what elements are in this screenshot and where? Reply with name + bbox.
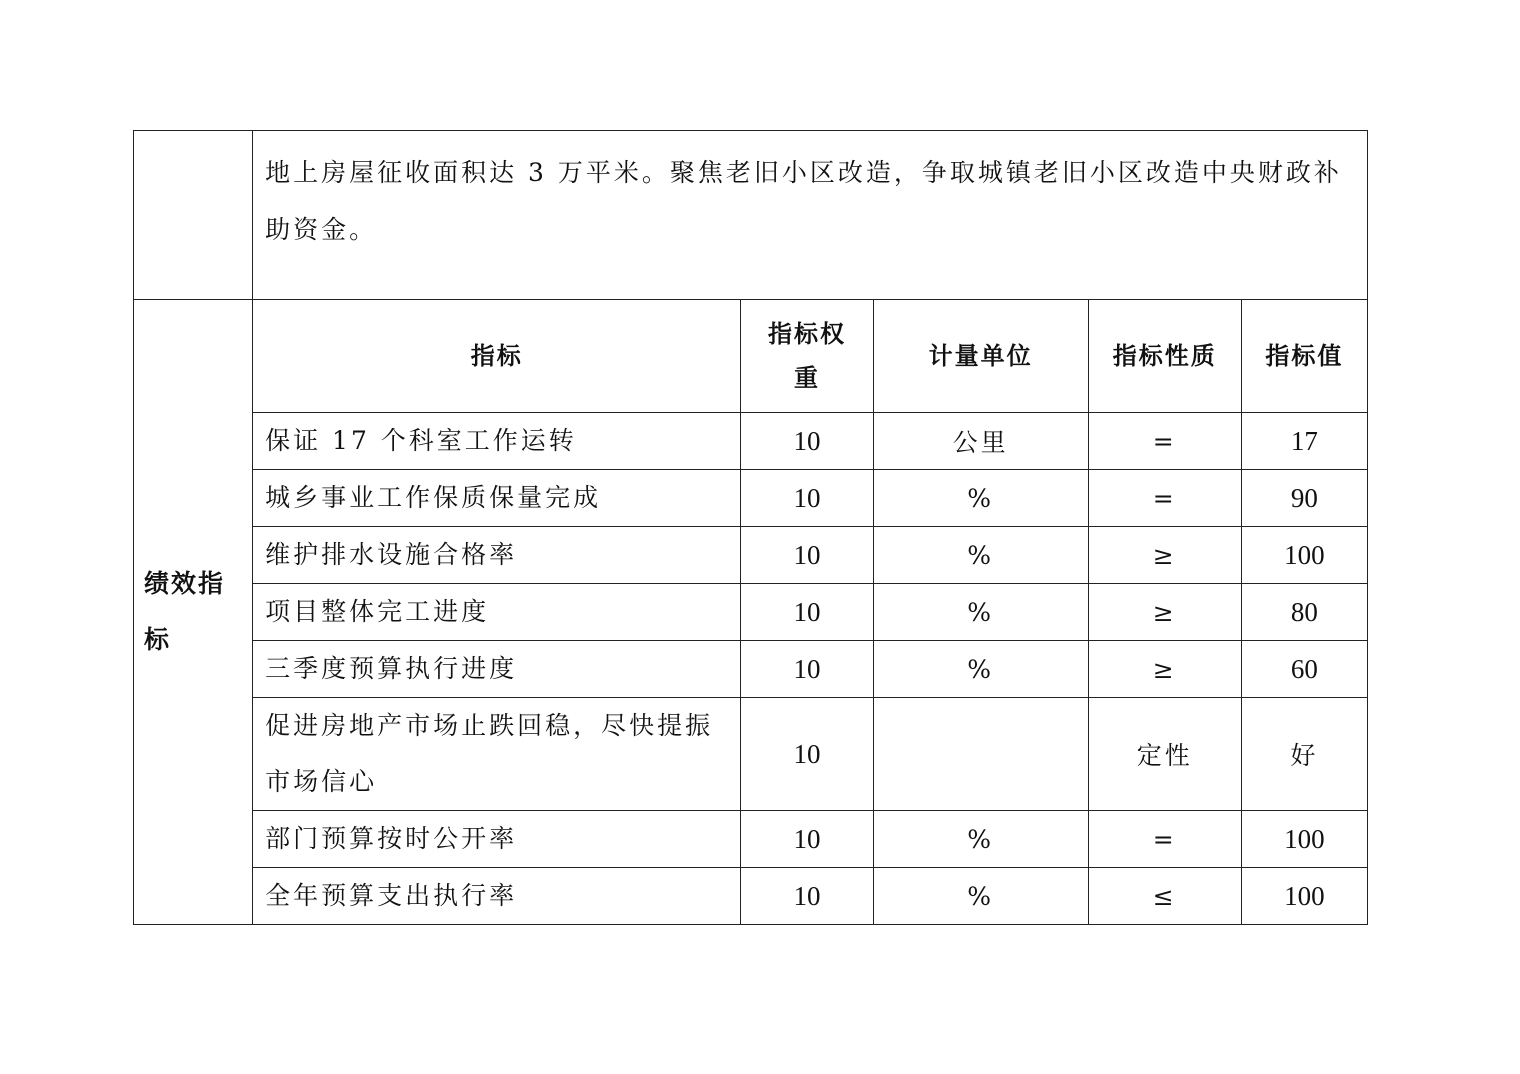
header-nature: 指标性质 [1088,300,1241,413]
weight-cell: 10 [741,868,873,925]
unit-cell: % [873,527,1088,584]
table-row [134,811,1368,868]
value-cell: 60 [1241,641,1367,698]
table-row [134,641,1368,698]
unit-cell: % [873,470,1088,527]
intro-label-cell [134,131,253,300]
nature-cell: ≥ [1088,641,1241,698]
indicator-cell: 保证 17 个科室工作运转 [253,413,741,470]
nature-cell: ≥ [1088,527,1241,584]
header-indicator: 指标 [253,300,741,413]
indicator-cell: 维护排水设施合格率 [253,527,741,584]
table-row [134,470,1368,527]
intro-text: 地上房屋征收面积达 3 万平米。聚焦老旧小区改造，争取城镇老旧小区改造中央财政补助资金。 [253,131,1368,300]
header-row [134,300,1368,413]
unit-cell: % [873,811,1088,868]
unit-cell [873,698,1088,811]
weight-cell: 10 [741,527,873,584]
header-value: 指标值 [1241,300,1367,413]
section-label-text: 绩效指标 [144,569,226,654]
indicator-cell: 项目整体完工进度 [253,584,741,641]
header-unit: 计量单位 [873,300,1088,413]
performance-table [133,130,1368,925]
header-weight-text: 指标权重 [768,320,847,392]
unit-cell: % [873,584,1088,641]
section-label [134,300,253,925]
weight-cell: 10 [741,413,873,470]
unit-cell: % [873,641,1088,698]
intro-row [134,131,1368,300]
value-cell: 100 [1241,811,1367,868]
table-row [134,527,1368,584]
table-row [134,413,1368,470]
table-row [134,584,1368,641]
indicator-cell: 部门预算按时公开率 [253,811,741,868]
weight-cell: 10 [741,698,873,811]
header-weight [741,300,873,413]
weight-cell: 10 [741,811,873,868]
indicator-cell: 促进房地产市场止跌回稳，尽快提振市场信心 [253,698,741,811]
indicator-cell: 城乡事业工作保质保量完成 [253,470,741,527]
value-cell: 100 [1241,527,1367,584]
indicator-cell: 三季度预算执行进度 [253,641,741,698]
weight-cell: 10 [741,584,873,641]
value-cell: 17 [1241,413,1367,470]
unit-cell: 公里 [873,413,1088,470]
table-row [134,698,1368,811]
nature-cell: 定性 [1088,698,1241,811]
weight-cell: 10 [741,470,873,527]
weight-cell: 10 [741,641,873,698]
value-cell: 80 [1241,584,1367,641]
nature-cell: = [1088,413,1241,470]
nature-cell: ≥ [1088,584,1241,641]
unit-cell: % [873,868,1088,925]
value-cell: 好 [1241,698,1367,811]
nature-cell: ≤ [1088,868,1241,925]
value-cell: 90 [1241,470,1367,527]
indicator-cell: 全年预算支出执行率 [253,868,741,925]
value-cell: 100 [1241,868,1367,925]
table-row [134,868,1368,925]
nature-cell: = [1088,470,1241,527]
nature-cell: = [1088,811,1241,868]
